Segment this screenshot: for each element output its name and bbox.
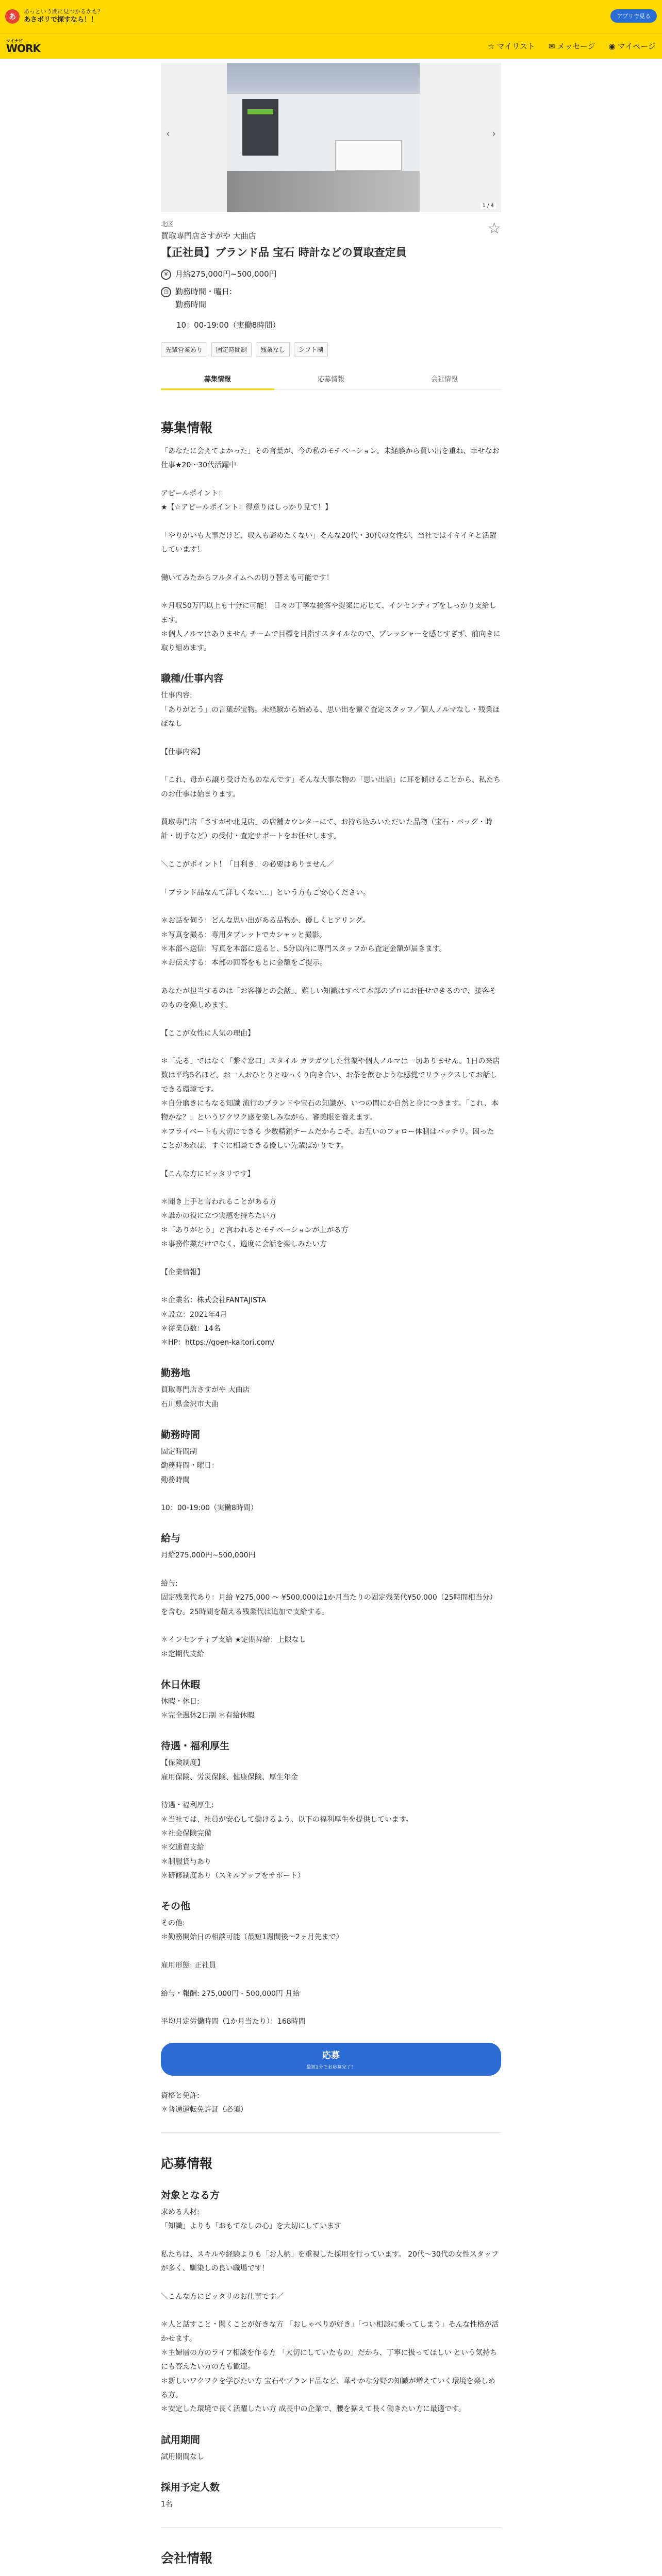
banner-content xyxy=(5,8,103,24)
nav-message-label: メッセージ xyxy=(557,42,595,51)
yen-icon: ¥ xyxy=(161,269,171,280)
time-text: 固定時間制 勤務時間・曜日： 勤務時間 10：00-19:00（実働8時間） xyxy=(161,1448,258,1513)
nav-mypage[interactable] xyxy=(609,41,656,52)
company-section xyxy=(161,2548,501,2576)
recruit-intro: 「あなたに会えてよかった」その言葉が、今の私のモチベーション。未経験から買い出を重ね、幸せなお仕事★20～30代活躍中 アピールポイント： ★【☆アピールポイント：得意りはしっかり見て！】 「やりがいも大事だけど、収入も諦めたくない」そんな20代・30代の女性が、当社ではイキイキと活躍しています！ 働いてみたからフルタイムへの切り替えも可能です！ ＊月収50万円以上も十分に可能！ 日々の丁寧な接客や提案に応じて、インセンティブをしっかり支給します。 ＊個人ノルマはありません チームで目標を目指すスタイルなので、プレッシャーを感じすぎず、前向きに取り組めます。 xyxy=(161,447,501,653)
section-tabs xyxy=(161,368,501,390)
logo-top: マイナビ xyxy=(6,38,23,43)
place-heading: 勤務地 xyxy=(161,1367,191,1379)
shop-name: 買取専門店さすがや 大曲店 xyxy=(161,231,256,241)
job-info xyxy=(161,268,501,332)
site-header xyxy=(0,33,662,59)
nav-mylist[interactable] xyxy=(488,41,535,52)
logo-text: WORK xyxy=(6,42,40,55)
pay-text: 月給275,000円~500,000円 給与: 固定残業代あり：月給 ¥275,000 ～ ¥500,000は1か月当たりの固定残業代¥50,000（25時間相当分）を含む。25時間を超える残業代は追加で支給する。 ＊インセンティブ支給 ★定期昇給：上限なし ＊定期代支給 xyxy=(161,1551,497,1658)
job-photo[interactable] xyxy=(227,63,420,212)
other-text: その他: ＊勤務開始日の相談可能（最短1週間後〜2ヶ月先まで） 雇用形態: 正社員 給与・報酬: 275,000円 - 500,000円 月給 平均月定労働時間（1か月当たり）：168時間 xyxy=(161,1919,343,2026)
count-heading: 採用予定人数 xyxy=(161,2481,220,2493)
target-heading: 対象となる方 xyxy=(161,2190,220,2201)
apply-section xyxy=(161,2154,501,2512)
job-area: 北区 xyxy=(161,221,174,228)
app-banner xyxy=(0,0,662,33)
tag: 固定時間制 xyxy=(211,342,252,357)
open-app-button[interactable]: アプリで見る xyxy=(610,9,657,23)
job-text: 仕事内容: 「ありがとう」の言葉が宝物。未経験から始める、思い出を繋ぐ査定スタッフ／個人ノルマなし・残業ほぼなし 【仕事内容】 「これ、母から譲り受けたものなんです」そんな大事な物の「思い出話」に耳を傾けることから、私たちのお仕事は始まります。 買取専門店「さすがや北見店」の店舗カウンターにて、お持ち込みいただいた品物（宝石・バッグ・時計・切手など）の受付・査定サポートをお任せします。 ＼ここがポイント！「目利き」の必要はありません／ 「ブランド品なんて詳しくない…」という方もご安心ください。 ＊お話を伺う：どんな思い出がある品物か、優しくヒアリング。 ＊写真を撮る：専用タブレットでカシャッと撮影。 ＊本部へ送信：写真を本部に送ると、5分以内に専門スタッフから査定金額が届きます。 ＊お伝えする：本部の回答をもとに金額をご提示。 あなたが担当するのは「お客様との会話」。難しい知識はすべて本部のプロにお任せできるので、接客そのものを楽しめます。 【ここが女性に人気の理由】 ＊「売る」ではなく「繋ぐ窓口」スタイル ガツガツした営業や個人ノルマは一切ありません。1日の来店数は平均5名ほど。お一人おひとりとゆっくり向き合い、お茶を飲むような感覚でリラックスしてお話しできる環境です。 ＊自分磨きにもなる知識 流行のブランドや宝石の知識が、いつの間にか自然と身につきます。「これ、本物かな？」というワクワク感を楽しみながら、審美眼を養えます。 ＊プライベートも大切にできる 少数精鋭チームだからこそ、お互いのフォロー体制はバッチリ。困ったことがあれば、すぐに相談できる優しい先輩ばかりです。 【こんな方にピッタリです】 ＊聞き上手と言われることがある方 ＊誰かの役に立つ実感を持ちたい方 ＊「ありがとう」と言われるとモチベーションが上がる方 ＊事務作業だけでなく、適度に会話を楽しみたい方 【企業情報】 ＊企業名：株式会社FANTAJISTA ＊設立：2021年4月 ＊従業員数：14名 ＊HP：https://goen-kaitori.com/ xyxy=(161,691,501,1347)
favorite-star-icon[interactable]: ☆ xyxy=(487,219,501,238)
welfare-heading: 待遇・福利厚生 xyxy=(161,1740,230,1752)
nav-mylist-label: マイリスト xyxy=(496,42,535,51)
qualification xyxy=(161,2089,501,2117)
apply-sub: 最短1分でお応募完了！ xyxy=(306,2064,356,2070)
photo-sign xyxy=(247,109,273,114)
tab-recruit[interactable]: 募集情報 xyxy=(161,368,274,390)
apply-heading: 応募情報 xyxy=(161,2156,213,2172)
next-arrow-icon[interactable]: › xyxy=(492,127,496,140)
job-heading: 職種/仕事内容 xyxy=(161,673,223,685)
days2-text: 勤務時間 xyxy=(175,300,207,309)
apply-button[interactable] xyxy=(161,2043,501,2076)
mail-icon: ✉ xyxy=(548,42,555,51)
user-icon: ◉ xyxy=(608,42,616,51)
qual-label: 資格と免許: xyxy=(161,2091,200,2100)
recruit-section xyxy=(161,418,501,2029)
clock-icon: ◷ xyxy=(161,287,171,297)
hours-row xyxy=(161,285,501,312)
salary-text: 月給275,000円~500,000円 xyxy=(175,269,277,279)
off-text: 休暇・休日: ＊完全週休2日制 ＊有給休暇 xyxy=(161,1697,255,1720)
salary-row xyxy=(161,268,501,281)
prev-arrow-icon[interactable]: ‹ xyxy=(166,127,170,140)
tab-company[interactable]: 会社情報 xyxy=(431,376,458,383)
nav-message[interactable] xyxy=(549,41,595,52)
recruit-heading: 募集情報 xyxy=(161,420,213,435)
place-text: 買取専門店さすがや 大曲店 石川県金沢市大曲 xyxy=(161,1386,250,1409)
welfare-text: 【保険制度】 雇用保険、労災保険、健康保険、厚生年金 待遇・福利厚生: ＊当社では、社員が安心して働けるよう、以下の福利厚生を提供しています。 ＊社会保険完備 ＊交通費支給 ＊制服貸与あり ＊研修制度あり（スキルアップをサポート） xyxy=(161,1759,413,1880)
tag: シフト制 xyxy=(294,342,328,357)
banner-line2: あさボリで探すなら！！ xyxy=(24,15,98,24)
pay-heading: 給与 xyxy=(161,1533,181,1545)
tab-apply[interactable]: 応募情報 xyxy=(317,376,344,383)
banner-text xyxy=(24,8,103,24)
photo-desk xyxy=(335,140,402,171)
other-heading: その他 xyxy=(161,1901,191,1912)
hours-text: 10：00-19:00（実働8時間） xyxy=(176,320,280,330)
days-text: 勤務時間・曜日: xyxy=(175,286,233,296)
job-meta xyxy=(161,212,501,397)
apply-label: 応募 xyxy=(322,2050,340,2061)
company-heading: 会社情報 xyxy=(161,2551,213,2566)
photo-floor xyxy=(227,171,420,212)
tag: 残業なし xyxy=(256,342,290,357)
photo-door xyxy=(242,99,278,156)
divider xyxy=(161,2132,501,2133)
nav-mypage-label: マイページ xyxy=(617,42,656,51)
photo-gallery xyxy=(161,63,501,212)
off-heading: 休日休暇 xyxy=(161,1679,201,1690)
target-text: 求める人材: 「知識」よりも「おもてなしの心」を大切にしています 私たちは、スキルや経験よりも「お人柄」を重視した採用を行っています。 20代～30代の女性スタッフが多く、馴染しの良い職場です！ ＼こんな方にピッタリのお仕事です／ ＊人と話すこと・聞くことが好きな方 「おしゃべりが好き」「つい相談に乗ってしまう」そんな性格が活かせます。 ＊主婦層の方のライフ相談を作る方 「大切にしていたもの」だから、丁寧に扱ってほしい という気持ちにも答えたい方の方も歓迎。 ＊新しいワクワクを学びたい方 宝石やブランド品など、華やかな分野の知識が増えていく環境を楽しめる方。 ＊安定した環境で長く活躍したい方 成長中の企業で、腰を据えて長く働きたい方に最適です。 xyxy=(161,2208,499,2414)
star-icon: ☆ xyxy=(487,42,495,51)
main-content xyxy=(161,63,501,2576)
qual-value: ＊普通運転免許証（必須） xyxy=(161,2105,247,2114)
job-tags xyxy=(161,342,501,357)
count-text: 1名 xyxy=(161,2500,173,2509)
site-logo[interactable] xyxy=(6,39,40,54)
trial-text: 試用期間なし xyxy=(161,2452,204,2461)
photo-counter: 1 / 4 xyxy=(481,202,496,209)
header-nav xyxy=(488,41,656,52)
tag: 先輩営業あり xyxy=(161,342,207,357)
divider xyxy=(161,2527,501,2528)
job-title: 【正社員】ブランド品 宝石 時計などの買取査定員 xyxy=(161,246,407,259)
app-icon: あ xyxy=(5,9,20,24)
hours-block xyxy=(175,285,232,312)
trial-heading: 試用期間 xyxy=(161,2434,201,2446)
banner-line1: あっという間に見つかるかも？ xyxy=(24,8,103,15)
time-heading: 勤務時間 xyxy=(161,1429,201,1440)
